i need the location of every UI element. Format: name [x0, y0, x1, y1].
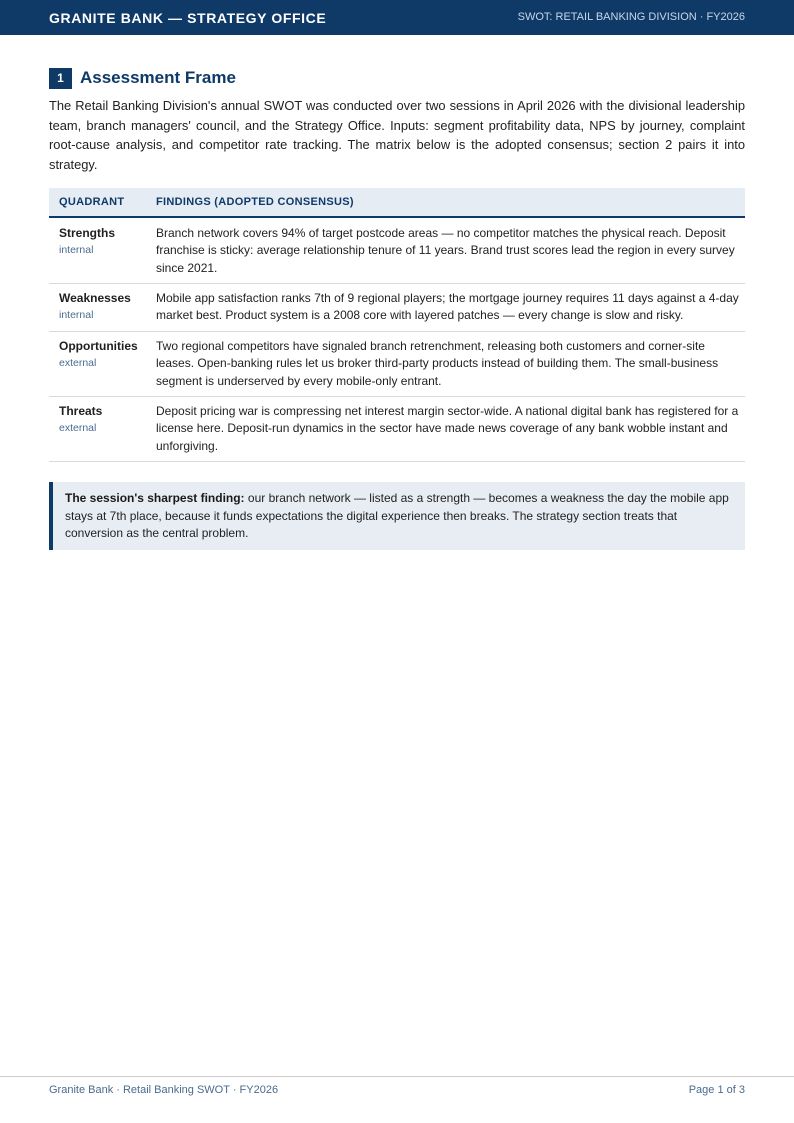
quadrant-cell	[49, 218, 156, 283]
quadrant-cell	[49, 397, 156, 461]
callout-body: our branch network — listed as a strength — becomes a weakness the day the mobile app stays at 7th place, because it funds expectations the digital experience then breaks. The strategy section treats that conversion as the central problem.	[65, 491, 729, 540]
table-row-threats	[49, 397, 745, 462]
quadrant-type: external	[59, 357, 97, 369]
section-title: Assessment Frame	[80, 68, 236, 87]
column-header-quadrant: QUADRANT	[59, 196, 125, 208]
quadrant-cell	[49, 284, 156, 331]
table-row-strengths	[49, 218, 745, 284]
key-finding-callout	[49, 482, 745, 550]
brand-title: GRANITE BANK — STRATEGY OFFICE	[49, 10, 327, 26]
callout-lead: The session's sharpest finding:	[65, 491, 245, 505]
quadrant-cell	[49, 332, 156, 396]
section-number-badge: 1	[49, 68, 72, 89]
footer-document-label: Granite Bank · Retail Banking SWOT · FY2026	[49, 1084, 279, 1096]
page-number: Page 1 of 3	[688, 1084, 745, 1096]
quadrant-type: internal	[59, 309, 94, 321]
table-row-weaknesses	[49, 284, 745, 332]
document-meta: SWOT: RETAIL BANKING DIVISION · FY2026	[517, 11, 745, 23]
findings-cell: Mobile app satisfaction ranks 7th of 9 regional players; the mortgage journey requires 11 days against a 4-day market best. Product system is a 2008 core with layered patches — every change is slow and risky.	[156, 291, 739, 323]
intro-paragraph: The Retail Banking Division's annual SWOT was conducted over two sessions in April 2026 with the divisional leadership team, branch managers' council, and the Strategy Office. Inputs: segment profitability data, NPS by journey, complaint root-cause analysis, and competitor rate tracking. The matrix below is the adopted consensus; section 2 pairs it into strategy.	[49, 98, 745, 172]
quadrant-name: Threats	[59, 404, 103, 418]
findings-cell: Two regional competitors have signaled branch retrenchment, releasing both customers and corner-site leases. Open-banking rules let us broker third-party products instead of building them. The small-business segment is underserved by every mobile-only entrant.	[156, 339, 719, 388]
top-banner	[0, 0, 794, 35]
quadrant-type: external	[59, 422, 97, 434]
findings-cell: Deposit pricing war is compressing net interest margin sector-wide. A national digital bank has registered for a license here. Deposit-run dynamics in the sector have made news coverage of any bank wobble instant and unforgiving.	[156, 404, 739, 453]
column-header-findings: FINDINGS (ADOPTED CONSENSUS)	[156, 196, 354, 208]
quadrant-name: Strengths	[59, 226, 116, 240]
table-header	[49, 188, 745, 218]
quadrant-name: Weaknesses	[59, 291, 131, 305]
swot-table	[49, 188, 745, 462]
findings-cell: Branch network covers 94% of target postcode areas — no competitor matches the physical reach. Deposit franchise is sticky: average relationship tenure of 11 years. Brand trust scores lead the region in every survey since 2021.	[156, 226, 735, 275]
quadrant-name: Opportunities	[59, 339, 138, 353]
table-row-opportunities	[49, 332, 745, 397]
quadrant-type: internal	[59, 244, 94, 256]
section-heading	[49, 67, 236, 89]
footer-divider	[0, 1076, 794, 1077]
